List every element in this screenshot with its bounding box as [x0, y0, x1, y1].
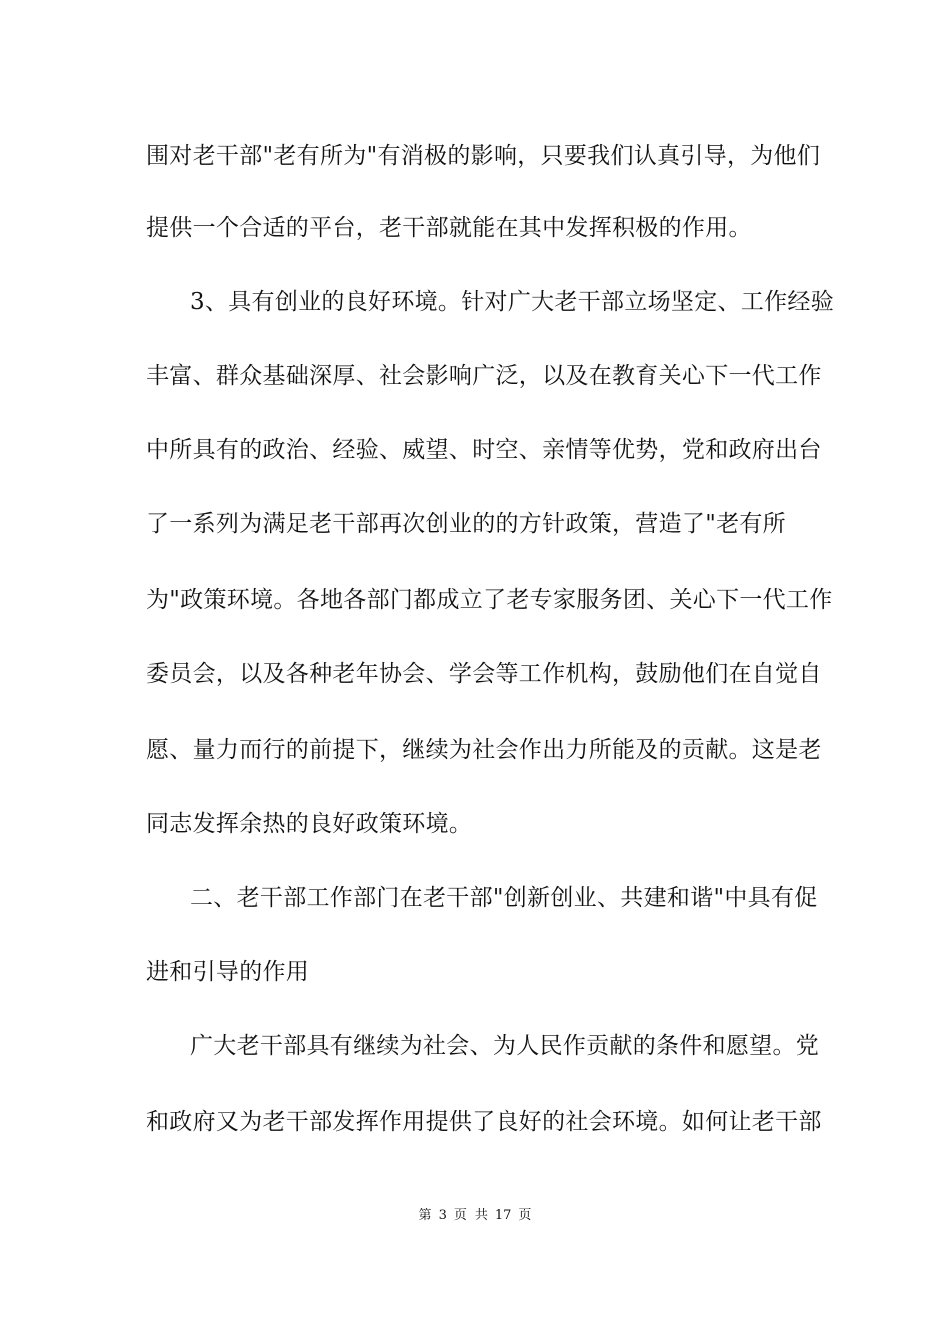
footer-total-label: 共 — [474, 1208, 488, 1223]
section-heading-line-1: 二、老干部工作部门在老干部"创新创业、共建和谐"中具有促 — [190, 885, 818, 911]
text-line-14: 和政府又为老干部发挥作用提供了良好的社会环境。如何让老干部 — [146, 1109, 822, 1135]
text-line-10: 同志发挥余热的良好政策环境。 — [146, 811, 473, 837]
text-line-8: 委员会，以及各种老年协会、学会等工作机构，鼓励他们在自觉自 — [146, 661, 822, 687]
text-line-2: 提供一个合适的平台，老干部就能在其中发挥积极的作用。 — [146, 215, 752, 241]
current-page-number: 3 — [438, 1208, 447, 1223]
footer-prefix: 第 — [418, 1208, 432, 1223]
text-line-7: 为"政策环境。各地各部门都成立了老专家服务团、关心下一代工作 — [146, 587, 833, 613]
text-line-13: 广大老干部具有继续为社会、为人民作贡献的条件和愿望。党 — [190, 1033, 820, 1059]
text-line-9: 愿、量力而行的前提下，继续为社会作出力所能及的贡献。这是老 — [146, 737, 822, 763]
footer-suffix: 页 — [518, 1208, 532, 1223]
page-footer — [0, 1207, 950, 1225]
text-line-3: 3、具有创业的良好环境。针对广大老干部立场坚定、工作经验 — [190, 289, 835, 315]
text-line-4: 丰富、群众基础深厚、社会影响广泛，以及在教育关心下一代工作 — [146, 363, 822, 389]
text-line-5: 中所具有的政治、经验、威望、时空、亲情等优势，党和政府出台 — [146, 437, 822, 463]
section-heading-line-2: 进和引导的作用 — [146, 959, 310, 985]
text-line-1: 围对老干部"老有所为"有消极的影响，只要我们认真引导，为他们 — [146, 143, 821, 169]
total-pages-number: 17 — [494, 1208, 512, 1223]
footer-page-unit: 页 — [453, 1208, 467, 1223]
text-line-6: 了一系列为满足老干部再次创业的的方针政策，营造了"老有所 — [146, 511, 786, 537]
